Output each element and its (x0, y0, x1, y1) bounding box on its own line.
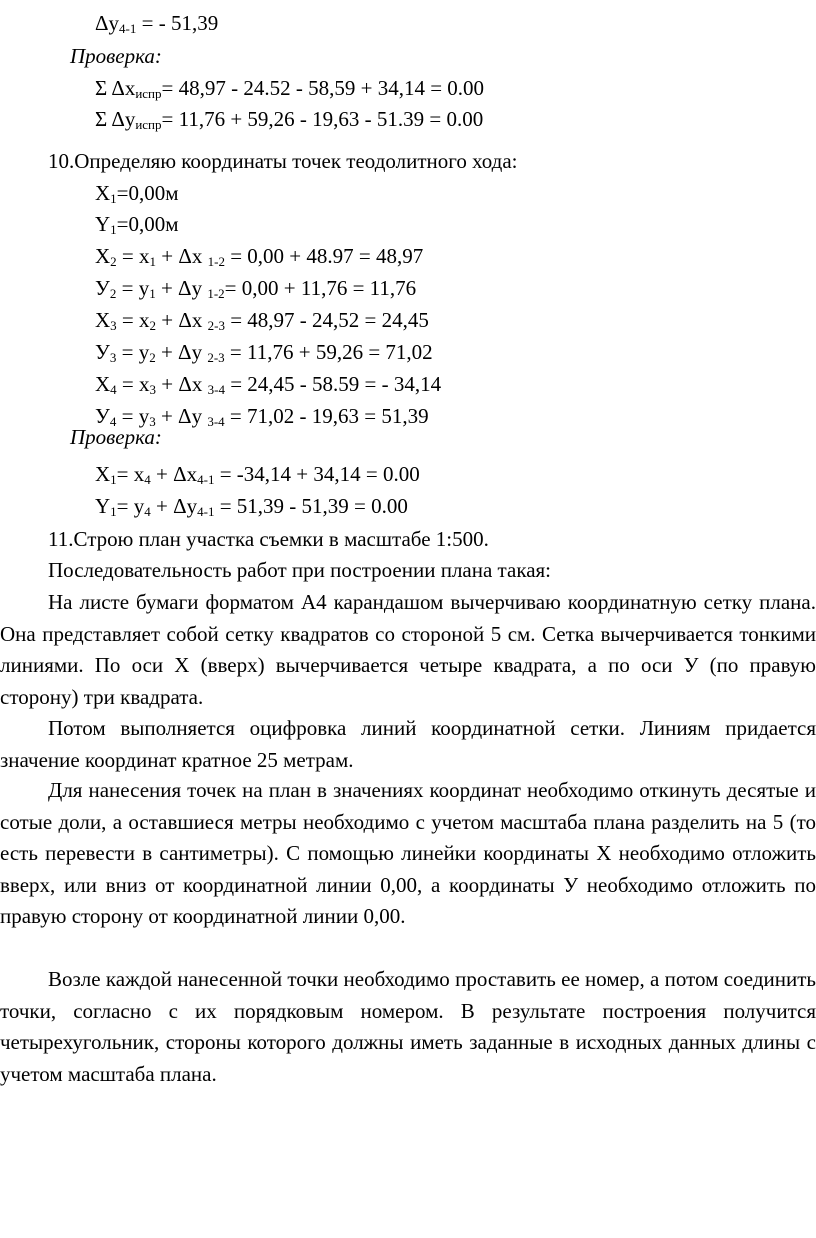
sum-dy-sub: испр (135, 117, 162, 132)
sum-dy-prefix: Σ Δy (95, 107, 136, 131)
coord-result: = 24,45 - 58.59 = - 34,14 (224, 372, 442, 396)
coord-delta: + Δy (155, 340, 208, 364)
coord-delta-sub: 1-2 (207, 286, 225, 301)
coord-term: = y (116, 340, 150, 364)
paragraph (0, 964, 816, 1090)
coord-var: У (95, 276, 110, 300)
coord-result: = 11,76 + 59,26 = 71,02 (224, 340, 433, 364)
coord-term: = x (116, 372, 150, 396)
coord-term-sub: 2 (149, 318, 157, 333)
coord-delta-sub: 2-3 (207, 318, 225, 333)
check-delta-sub: 4-1 (197, 472, 215, 487)
coord-result: = 0,00 + 48.97 = 48,97 (224, 244, 424, 268)
coord-delta-sub: 1-2 (207, 254, 225, 269)
coord-sub: 3 (110, 318, 117, 333)
check-var: Y (95, 494, 111, 518)
sum-dy-rest: = 11,76 + 59,26 - 19,63 - 51.39 = 0.00 (161, 107, 484, 131)
coord-result: = 48,97 - 24,52 = 24,45 (224, 308, 429, 332)
coord-var: У (95, 404, 110, 428)
coord-delta: + Δx (156, 308, 208, 332)
coord-var: Y (95, 212, 111, 236)
coord-line (95, 371, 441, 397)
check2-line (95, 493, 408, 519)
coord-line (95, 243, 423, 269)
coord-delta-sub: 2-3 (207, 350, 225, 365)
paragraph-text: Потом выполняется оцифровка линий координатной сетки. Линиям придается значение координат кратное 25 метрам. (0, 716, 816, 772)
check-var-sub: 1 (110, 504, 117, 519)
coord-term: = y (116, 404, 150, 428)
coord-result: = 71,02 - 19,63 = 51,39 (224, 404, 429, 428)
coord-delta: + Δx (156, 244, 208, 268)
check-result: = 51,39 - 51,39 = 0.00 (214, 494, 408, 518)
check2-heading: Проверка: (70, 425, 162, 449)
coord-line (95, 307, 429, 333)
coord-sub: 2 (109, 286, 117, 301)
coord-term-sub: 3 (149, 414, 156, 429)
check-term-sub: 4 (144, 472, 151, 487)
coord-delta: + Δx (156, 372, 208, 396)
paragraph (0, 775, 816, 933)
coord-term: = y (116, 276, 150, 300)
coord-value: =0,00м (116, 212, 179, 236)
coord-term-sub: 1 (149, 254, 157, 269)
coord-sub: 4 (110, 382, 117, 397)
section10-heading: 10.Определяю координаты точек теодолитного хода: (48, 149, 518, 173)
coord-var: X (95, 372, 111, 396)
coord-var: У (95, 340, 110, 364)
coord-term-sub: 1 (149, 286, 156, 301)
paragraph-text: Для нанесения точек на план в значениях координат необходимо откинуть десятые и сотые доли, а оставшиеся метры необходимо с учетом масштаба плана разделить на 5 (то есть перевести в сантиметры). С помощью линейки координаты X необходимо отложить вверх, или вниз от координатной линии 0,00, а координаты У необходимо отложить по правую сторону от координатной линии 0,00. (0, 778, 816, 928)
paragraph (0, 587, 816, 713)
coord-term: = x (116, 308, 150, 332)
coord-line (95, 275, 416, 301)
check2-line (95, 461, 420, 487)
coord-line (95, 339, 433, 365)
dy-subscript: 4-1 (119, 21, 137, 36)
coord-sub: 4 (109, 414, 117, 429)
coord-var: X (95, 308, 111, 332)
sum-dy-line (95, 106, 483, 132)
dy-symbol: Δy (95, 11, 120, 35)
coord-delta: + Δy (155, 404, 208, 428)
paragraph-text: На листе бумаги форматом А4 карандашом вычерчиваю координатную сетку плана. Она представляет собой сетку квадратов со стороной 5 см. Сетка вычерчивается тонкими линиями. По оси X (вверх) вычерчивается четыре квадрата, а по оси У (по правую сторону) три квадрата. (0, 590, 816, 709)
coord-delta-sub: 3-4 (207, 414, 225, 429)
check-term: = x (116, 462, 145, 486)
coord-term-sub: 3 (149, 382, 157, 397)
coord-delta: + Δy (155, 276, 208, 300)
coord-line (95, 180, 179, 206)
dy-value: = - 51,39 (136, 11, 219, 35)
check-delta: + Δx (150, 462, 198, 486)
check-term: = y (116, 494, 145, 518)
coord-value: =0,00м (116, 181, 179, 205)
coord-sub: 3 (109, 350, 117, 365)
dy-4-1-line (95, 10, 218, 36)
sum-dx-line (95, 75, 484, 101)
check-delta-sub: 4-1 (197, 504, 215, 519)
coord-sub: 1 (110, 222, 117, 237)
coord-term: = x (116, 244, 150, 268)
check1-heading: Проверка: (70, 44, 162, 68)
paragraph (0, 713, 816, 776)
coord-var: X (95, 244, 111, 268)
sum-dx-sub: испр (135, 86, 162, 101)
section11-heading: 11.Строю план участка съемки в масштабе 1:500. (48, 527, 489, 551)
coord-var: X (95, 181, 111, 205)
sum-dx-prefix: Σ Δx (95, 76, 136, 100)
coord-sub: 1 (110, 191, 117, 206)
paragraph-text: Возле каждой нанесенной точки необходимо проставить ее номер, а потом соединить точки, согласно с их порядковым номером. В результате построения получится четырехугольник, стороны которого должны иметь заданные в исходных данных длины с учетом масштаба плана. (0, 967, 816, 1086)
check-var-sub: 1 (110, 472, 117, 487)
coord-line (95, 211, 179, 237)
section11-intro: Последовательность работ при построении плана такая: (48, 558, 552, 582)
coord-term-sub: 2 (149, 350, 156, 365)
check-delta: + Δy (150, 494, 198, 518)
coord-sub: 2 (110, 254, 117, 269)
check-term-sub: 4 (144, 504, 151, 519)
check-var: X (95, 462, 111, 486)
coord-delta-sub: 3-4 (207, 382, 225, 397)
coord-result: = 0,00 + 11,76 = 11,76 (224, 276, 417, 300)
sum-dx-rest: = 48,97 - 24.52 - 58,59 + 34,14 = 0.00 (161, 76, 485, 100)
check-result: = -34,14 + 34,14 = 0.00 (214, 462, 420, 486)
